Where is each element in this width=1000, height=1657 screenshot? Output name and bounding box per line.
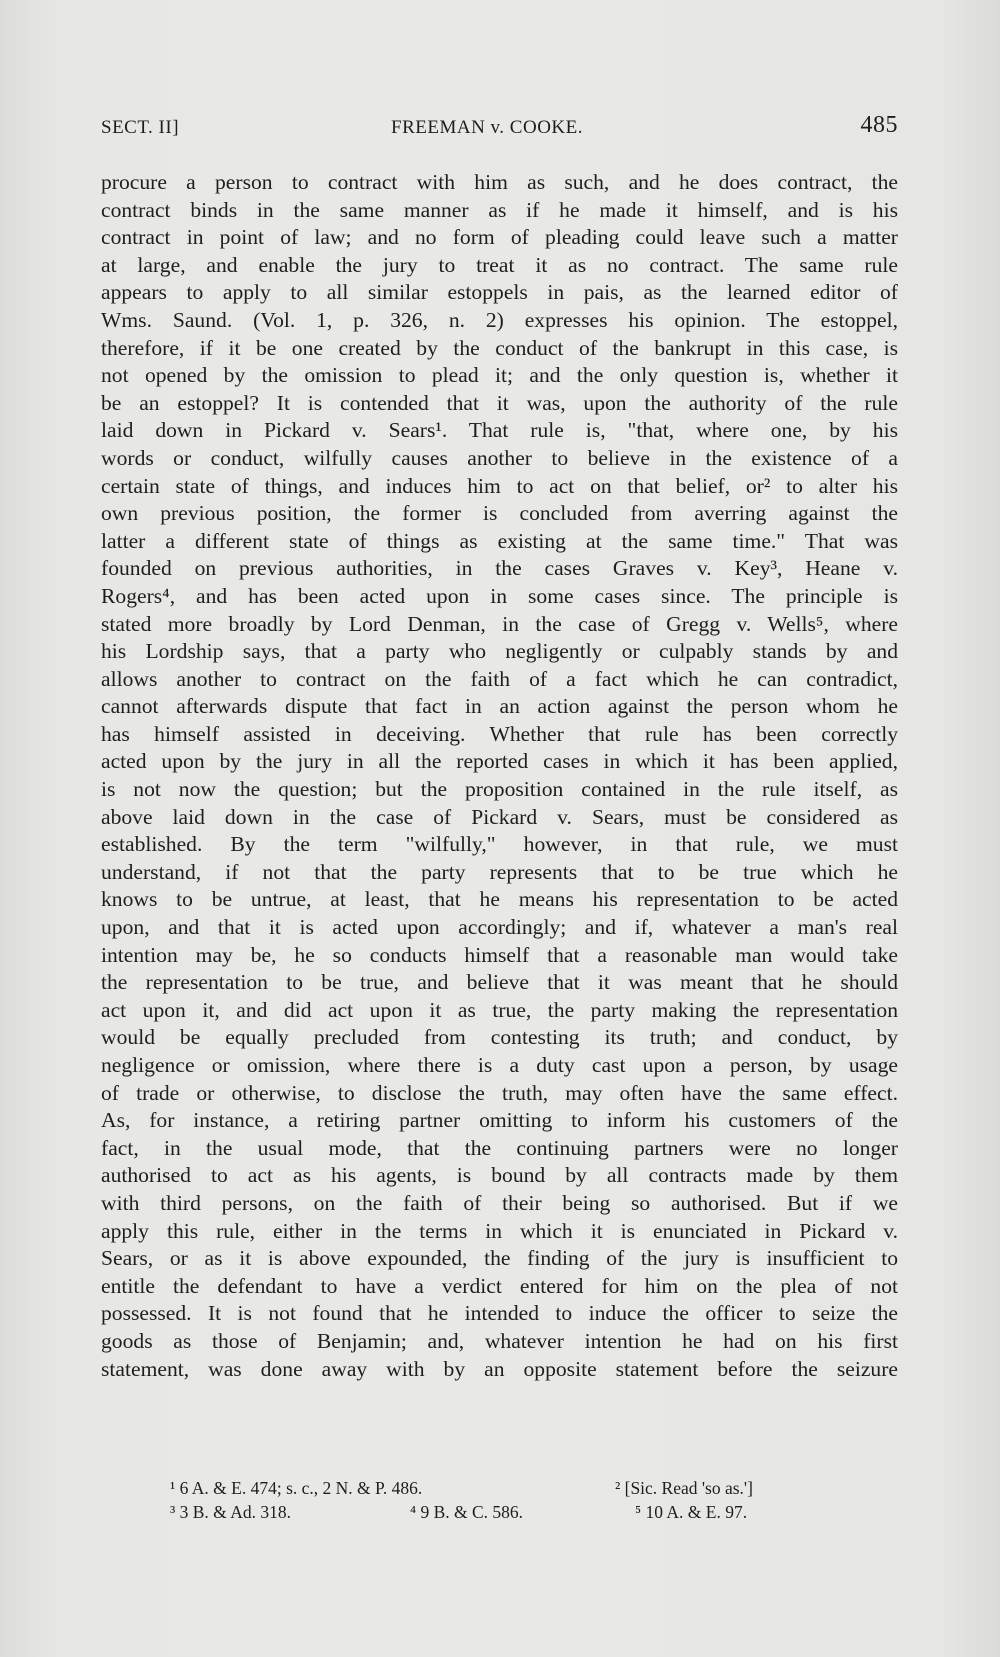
footnote-2: ² [Sic. Read 'so as.'] — [615, 1478, 753, 1498]
text-line: Wms. Saund. (Vol. 1, p. 326, n. 2) expresses his opinion. The estoppel, — [101, 307, 898, 332]
text-line: stated more broadly by Lord Denman, in the case of Gregg v. Wells⁵, where — [101, 611, 898, 636]
text-line: established. By the term "wilfully," however, in that rule, we must — [101, 832, 898, 857]
footnote-5: ⁵ 10 A. & E. 97. — [635, 1502, 748, 1522]
text-line: of trade or otherwise, to disclose the truth, may often have the same effect. — [101, 1080, 898, 1105]
footnote-3: ³ 3 B. & Ad. 318. — [170, 1502, 291, 1522]
text-line: the representation to be true, and believe that it was meant that he should — [101, 970, 898, 995]
page-number: 485 — [860, 112, 898, 138]
text-line: statement, was done away with by an opposite statement before the seizure — [101, 1356, 898, 1381]
text-line: above laid down in the case of Pickard v. Sears, must be considered as — [101, 804, 898, 829]
section-label: SECT. II] — [101, 117, 180, 138]
text-line: contract binds in the same manner as if he made it himself, and is his — [101, 197, 898, 222]
text-line: upon, and that it is acted upon accordingly; and if, whatever a man's real — [101, 915, 898, 940]
text-line: contract in point of law; and no form of pleading could leave such a matter — [101, 225, 898, 250]
text-line: his Lordship says, that a party who negligently or culpably stands by and — [101, 639, 898, 664]
text-line: procure a person to contract with him as such, and he does contract, the — [101, 170, 898, 194]
footnote-1: ¹ 6 A. & E. 474; s. c., 2 N. & P. 486. — [170, 1478, 423, 1498]
text-line: acted upon by the jury in all the reported cases in which it has been applied, — [101, 749, 898, 774]
text-line: allows another to contract on the faith of a fact which he can contradict, — [101, 666, 898, 691]
text-line: latter a different state of things as existing at the same time." That was — [101, 528, 898, 553]
running-header — [101, 112, 898, 144]
text-line: goods as those of Benjamin; and, whatever intention he had on his first — [101, 1328, 898, 1353]
text-line: own previous position, the former is concluded from averring against the — [101, 501, 898, 526]
body-text — [101, 169, 898, 1383]
text-line: founded on previous authorities, in the cases Graves v. Key³, Heane v. — [101, 556, 898, 581]
text-line: with third persons, on the faith of their being so authorised. But if we — [101, 1190, 898, 1215]
text-line: is not now the question; but the proposition contained in the rule itself, as — [101, 777, 898, 802]
case-title: FREEMAN v. COOKE. — [391, 117, 583, 138]
text-line: words or conduct, wilfully causes another to believe in the existence of a — [101, 445, 898, 470]
text-line: intention may be, he so conducts himself that a reasonable man would take — [101, 942, 898, 967]
text-line: entitle the defendant to have a verdict entered for him on the plea of not — [101, 1273, 898, 1298]
text-line: act upon it, and did act upon it as true, the party making the representation — [101, 997, 898, 1022]
text-line: at large, and enable the jury to treat it as no contract. The same rule — [101, 252, 898, 277]
text-line: fact, in the usual mode, that the continuing partners were no longer — [101, 1135, 898, 1160]
text-line: negligence or omission, where there is a duty cast upon a person, by usage — [101, 1053, 898, 1077]
text-line: authorised to act as his agents, is bound by all contracts made by them — [101, 1163, 898, 1188]
text-line: knows to be untrue, at least, that he means his representation to be acted — [101, 887, 898, 912]
text-line: appears to apply to all similar estoppels in pais, as the learned editor of — [101, 280, 898, 305]
text-line: would be equally precluded from contesting its truth; and conduct, by — [101, 1025, 898, 1050]
text-line: certain state of things, and induces him to act on that belief, or² to alter his — [101, 473, 898, 498]
text-line: understand, if not that the party represents that to be true which he — [101, 859, 898, 884]
text-line: therefore, if it be one created by the conduct of the bankrupt in this case, is — [101, 335, 898, 360]
text-line: has himself assisted in deceiving. Whether that rule has been correctly — [101, 721, 898, 746]
text-line: As, for instance, a retiring partner omitting to inform his customers of the — [101, 1108, 898, 1133]
text-line: Rogers⁴, and has been acted upon in some cases since. The principle is — [101, 583, 898, 608]
text-line: possessed. It is not found that he intended to induce the officer to seize the — [101, 1301, 898, 1326]
text-line: laid down in Pickard v. Sears¹. That rule is, "that, where one, by his — [101, 418, 898, 443]
text-line: apply this rule, either in the terms in which it is enunciated in Pickard v. — [101, 1218, 898, 1243]
text-line: cannot afterwards dispute that fact in an action against the person whom he — [101, 694, 898, 719]
footnote-4: ⁴ 9 B. & C. 586. — [410, 1502, 524, 1522]
text-line: be an estoppel? It is contended that it was, upon the authority of the rule — [101, 390, 898, 415]
text-line: not opened by the omission to plead it; and the only question is, whether it — [101, 363, 898, 388]
text-line: Sears, or as it is above expounded, the finding of the jury is insufficient to — [101, 1246, 898, 1271]
